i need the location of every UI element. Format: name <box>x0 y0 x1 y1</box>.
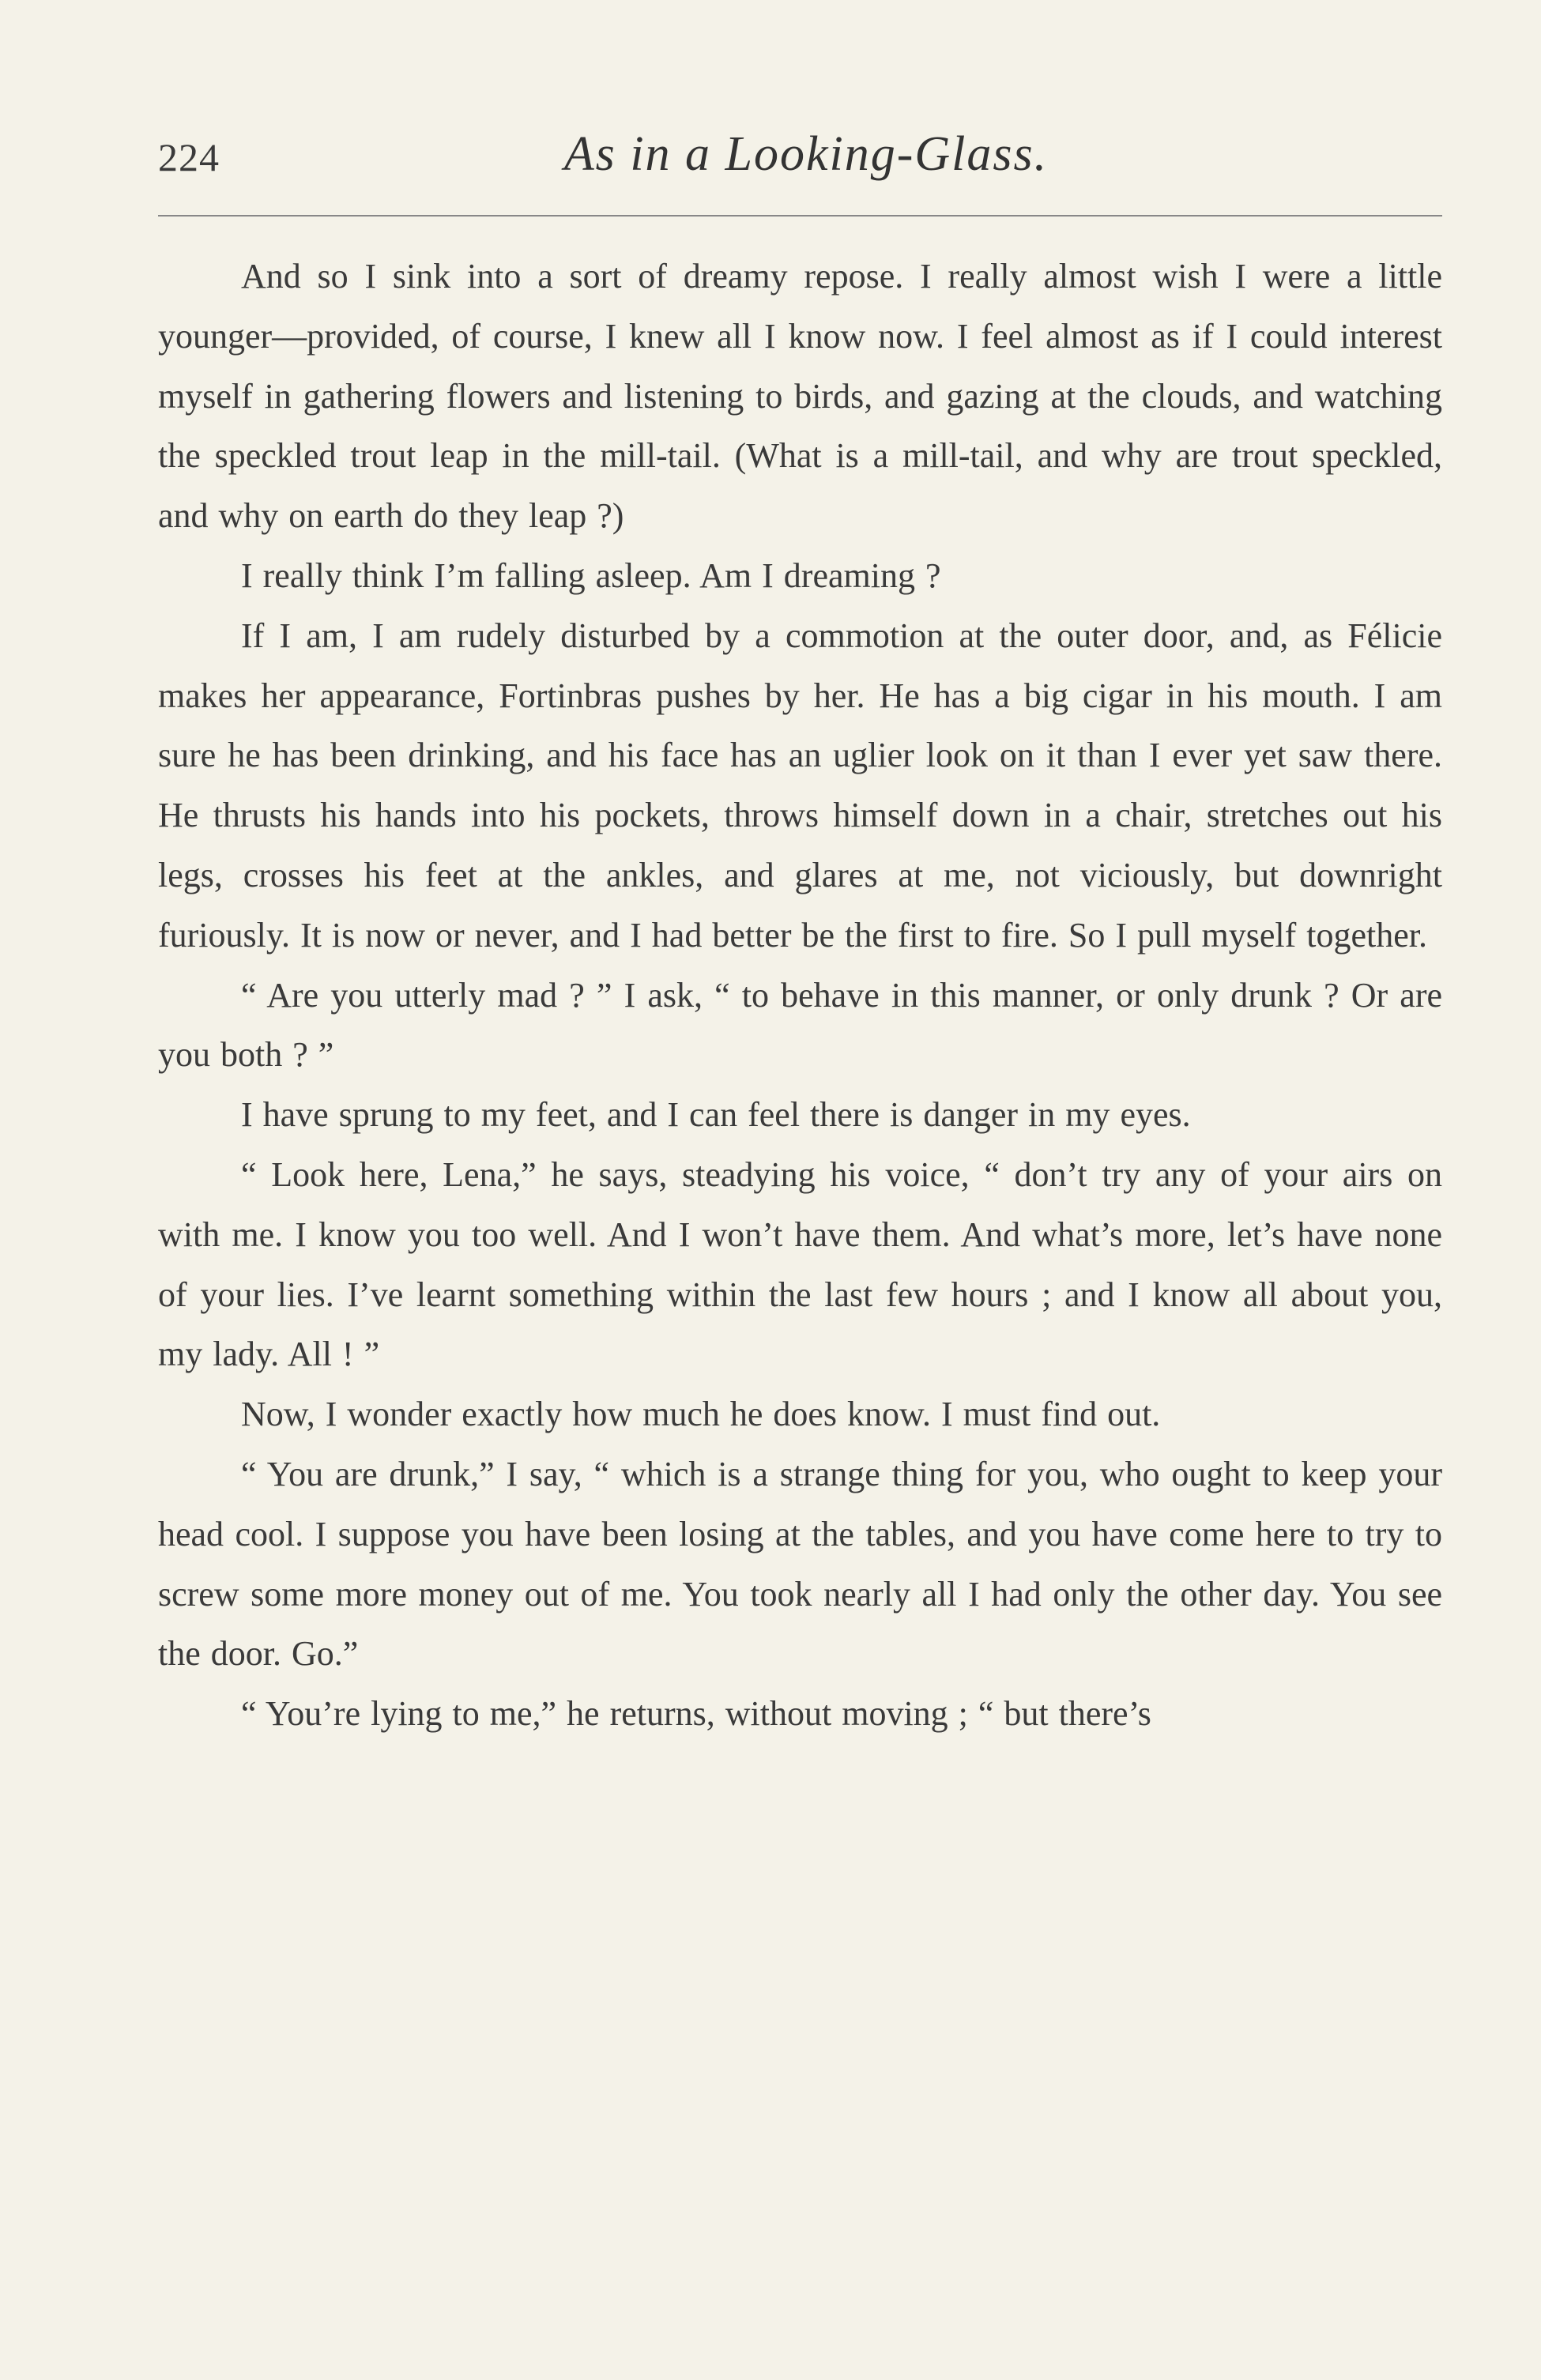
paragraph: I have sprung to my feet, and I can feel there is danger in my eyes. <box>241 1095 1191 1135</box>
paragraph: If I am, I am rudely disturbed by a commotion at the outer door, and, as Félicie makes her appearance, Fortinbras pushes by her. He has a big cigar in his mouth. I am sure he has been drinking, and his face has an uglier look on it than I ever yet saw there. He thrusts his hands into his pockets, throws himself down in a chair, stretches out his legs, crosses his feet at the ankles, and glares at me, not viciously, but downright furiously. It is now or never, and I had better be the first to fire. So I pull myself together. <box>158 616 1442 955</box>
paragraph: “ You are drunk,” I say, “ which is a strange thing for you, who ought to keep your head cool. I suppose you have been losing at the tables, and you have come here to try to screw some more money out of me. You took nearly all I had only the other day. You see the door. Go.” <box>158 1454 1442 1674</box>
running-title: As in a Looking-Glass. <box>563 127 1049 181</box>
paragraph: And so I sink into a sort of dreamy repose. I really almost wish I were a little younger—provided, of course, I knew all I know now. I feel almost as if I could interest myself in gathering flowers and listening to birds, and gazing at the clouds, and watching the speckled trout leap in the mill-tail. (What is a mill-tail, and why are trout speckled, and why on earth do they leap ?) <box>158 257 1442 536</box>
page-number: 224 <box>158 135 220 179</box>
paragraph: Now, I wonder exactly how much he does know. I must find out. <box>241 1395 1161 1434</box>
paragraph: “ Look here, Lena,” he says, steadying his voice, “ don’t try any of your airs on with me. I know you too well. And I won’t have them. And what’s more, let’s have none of your lies. I’ve learnt something within the last few hours ; and I know all about you, my lady. All ! ” <box>158 1154 1442 1374</box>
paragraph: “ You’re lying to me,” he returns, without moving ; “ but there’s <box>241 1694 1151 1734</box>
paragraph: I really think I’m falling asleep. Am I dreaming ? <box>241 555 941 595</box>
paragraph: “ Are you utterly mad ? ” I ask, “ to behave in this manner, or only drunk ? Or are you both ? ” <box>158 975 1442 1075</box>
page-header <box>158 126 1442 198</box>
body-text <box>158 247 1442 1744</box>
header-rule <box>158 215 1442 217</box>
